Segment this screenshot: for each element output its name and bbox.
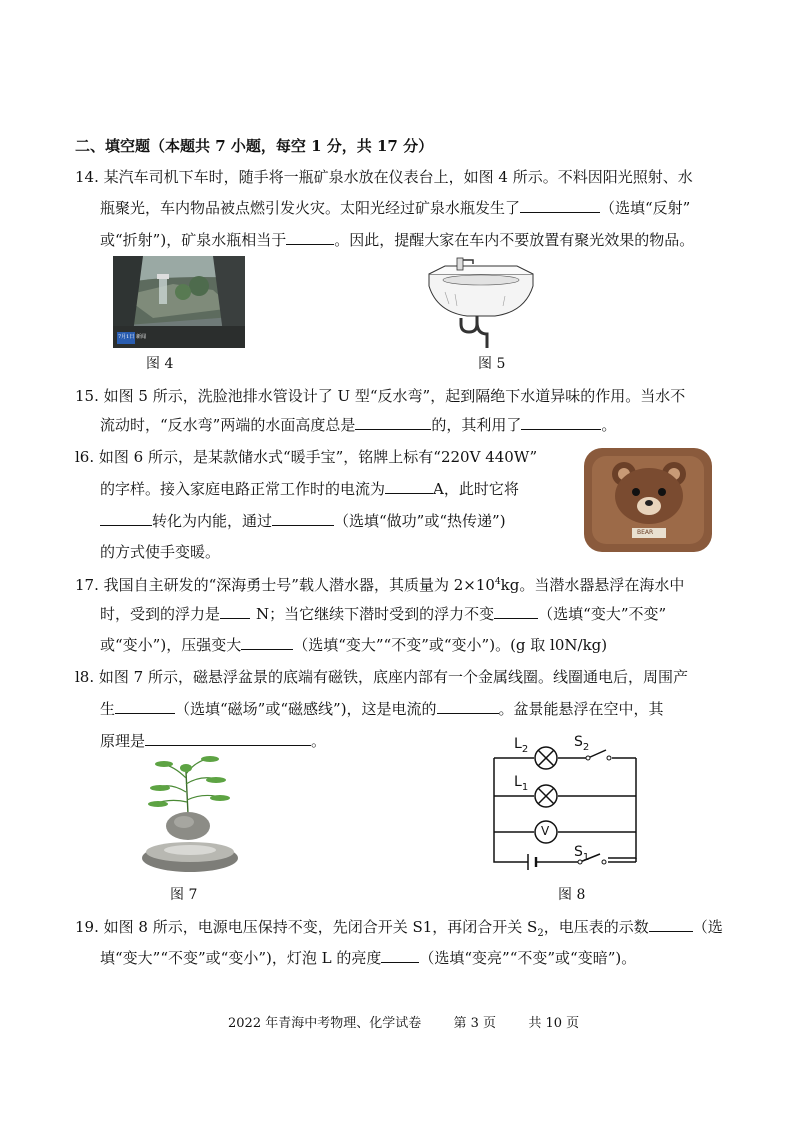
q16-text: （选填“做功”或“热传递”) [334, 512, 506, 530]
q14-line2 [100, 198, 690, 218]
answer-blank[interactable] [437, 699, 499, 714]
figure-4-stamp: 7月1日 新闻 [118, 334, 146, 340]
q14-line3 [100, 230, 694, 250]
q17-text: 或“变小”)，压强变大 [100, 636, 242, 654]
answer-blank[interactable] [272, 511, 334, 526]
label-S1-sub: 1 [582, 851, 590, 863]
label-L2-text: L [514, 736, 522, 752]
label-S2-text: S [574, 734, 583, 750]
answer-blank[interactable] [494, 604, 538, 619]
answer-blank[interactable] [521, 415, 601, 430]
answer-blank[interactable] [355, 415, 431, 430]
q15-line1: 15. 如图 5 所示，洗脸池排水管设计了 U 型“反水弯”，起到隔绝下水道异味的作用。当水不 [75, 387, 686, 405]
q14-text: 或“折射”)，矿泉水瓶相当于 [100, 231, 287, 249]
label-L1 [514, 774, 528, 793]
q18-text: （选填“磁场”或“磁感线”)，这是电流的 [175, 700, 437, 718]
figure-7-caption: 图 7 [170, 887, 198, 903]
q19-subscript: 2 [537, 928, 544, 939]
q18-text: 原理是 [100, 732, 146, 750]
label-S1-text: S [574, 844, 583, 860]
answer-blank[interactable] [241, 635, 293, 650]
answer-blank[interactable] [385, 479, 433, 494]
footer-total-pages: 共 10 页 [528, 1016, 580, 1031]
q16-text: 转化为内能，通过 [152, 512, 273, 530]
label-S2-sub: 2 [582, 741, 590, 753]
q17-text: 17. 我国自主研发的“深海勇士号”载人潜水器，其质量为 2×10 [75, 576, 495, 594]
q17-text: （选填“变大”不变” [538, 605, 667, 623]
answer-blank[interactable] [286, 230, 334, 245]
q15-text: 流动时，“反水弯”两端的水面高度总是 [100, 416, 356, 434]
q16-text: A，此时它将 [433, 480, 519, 498]
label-L1-sub: 1 [521, 781, 529, 793]
q19-text: 填“变大”“不变”或“变小”)，灯泡 L 的亮度 [100, 949, 382, 967]
q18-line2 [100, 699, 664, 719]
q19-text: （选填“变亮”“不变”或“变暗”)。 [419, 949, 637, 967]
q18-text: 。 [311, 732, 327, 750]
label-S1 [574, 844, 589, 863]
q18-line1: l8. 如图 7 所示，磁悬浮盆景的底端有磁铁，底座内部有一个金属线圈。线圈通电后，周围产 [75, 668, 688, 686]
answer-blank[interactable] [115, 699, 175, 714]
figure-8-circuit [488, 734, 642, 874]
label-L2-sub: 2 [521, 743, 529, 755]
q19-text: （选 [692, 918, 723, 936]
footer-title: 2022 年青海中考物理、化学试卷 [228, 1016, 422, 1031]
figure-4-photo [113, 256, 245, 348]
q16-text: 的字样。接入家庭电路正常工作时的电流为 [100, 480, 386, 498]
q14-text: （选填“反射” [600, 199, 691, 217]
q17-text: kg。当潜水器悬浮在海水中 [500, 576, 685, 594]
answer-blank[interactable] [100, 511, 152, 526]
label-L1-text: L [514, 774, 522, 790]
q18-line3 [100, 731, 326, 751]
answer-blank[interactable] [649, 917, 693, 932]
q17-superscript: 4 [494, 577, 501, 587]
voltmeter-label: V [541, 824, 550, 838]
q19-text: ，电压表的示数 [543, 918, 649, 936]
q15-text: 。 [601, 416, 617, 434]
label-L2 [514, 736, 528, 755]
q15-line2 [100, 415, 616, 435]
answer-blank[interactable] [145, 731, 311, 746]
q16-line2 [100, 479, 519, 499]
answer-blank[interactable] [381, 948, 419, 963]
figure-5-caption: 图 5 [478, 356, 506, 372]
q16-line3 [100, 511, 506, 531]
answer-blank[interactable] [220, 604, 250, 619]
answer-blank[interactable] [520, 198, 600, 213]
q17-line3 [100, 635, 607, 655]
q19-text: 19. 如图 8 所示，电源电压保持不变，先闭合开关 S1，再闭合开关 S [75, 918, 538, 936]
figure-6-label: BEAR [637, 529, 654, 536]
q17-line2 [100, 604, 666, 624]
q14-line1: 14. 某汽车司机下车时，随手将一瓶矿泉水放在仪表台上，如图 4 所示。不料因阳光照射、水 [75, 168, 693, 186]
q16-line1: l6. 如图 6 所示，是某款储水式“暖手宝”，铭牌上标有“220V 440W” [75, 448, 538, 466]
q14-text: 。因此，提醒大家在车内不要放置有聚光效果的物品。 [334, 231, 695, 249]
q14-text: 瓶聚光，车内物品被点燃引发火灾。太阳光经过矿泉水瓶发生了 [100, 199, 521, 217]
q15-text: 的，其利用了 [431, 416, 522, 434]
footer [228, 1012, 579, 1031]
q17-text: （选填“变大”“不变”或“变小”)。(g 取 l0N/kg) [293, 636, 608, 654]
q18-text: 生 [100, 700, 116, 718]
q16-line4: 的方式使手变暖。 [100, 543, 221, 561]
q17-text: N；当它继续下潜时受到的浮力不变 [256, 605, 495, 623]
footer-page-number: 第 3 页 [453, 1016, 497, 1031]
figure-7-maglev-bonsai [140, 752, 240, 876]
label-S2 [574, 734, 589, 753]
q19-line2 [100, 948, 636, 968]
figure-4-caption: 图 4 [146, 356, 174, 372]
figure-8-caption: 图 8 [558, 887, 586, 903]
figure-6-hand-warmer [580, 444, 716, 556]
q17-line1 [75, 572, 684, 595]
figure-5-washbasin [425, 252, 537, 348]
q19-line1 [75, 917, 723, 944]
section-title: 二、填空题（本题共 7 小题，每空 1 分，共 17 分） [75, 137, 434, 155]
q18-text: 。盆景能悬浮在空中，其 [498, 700, 664, 718]
q17-text: 时，受到的浮力是 [100, 605, 221, 623]
